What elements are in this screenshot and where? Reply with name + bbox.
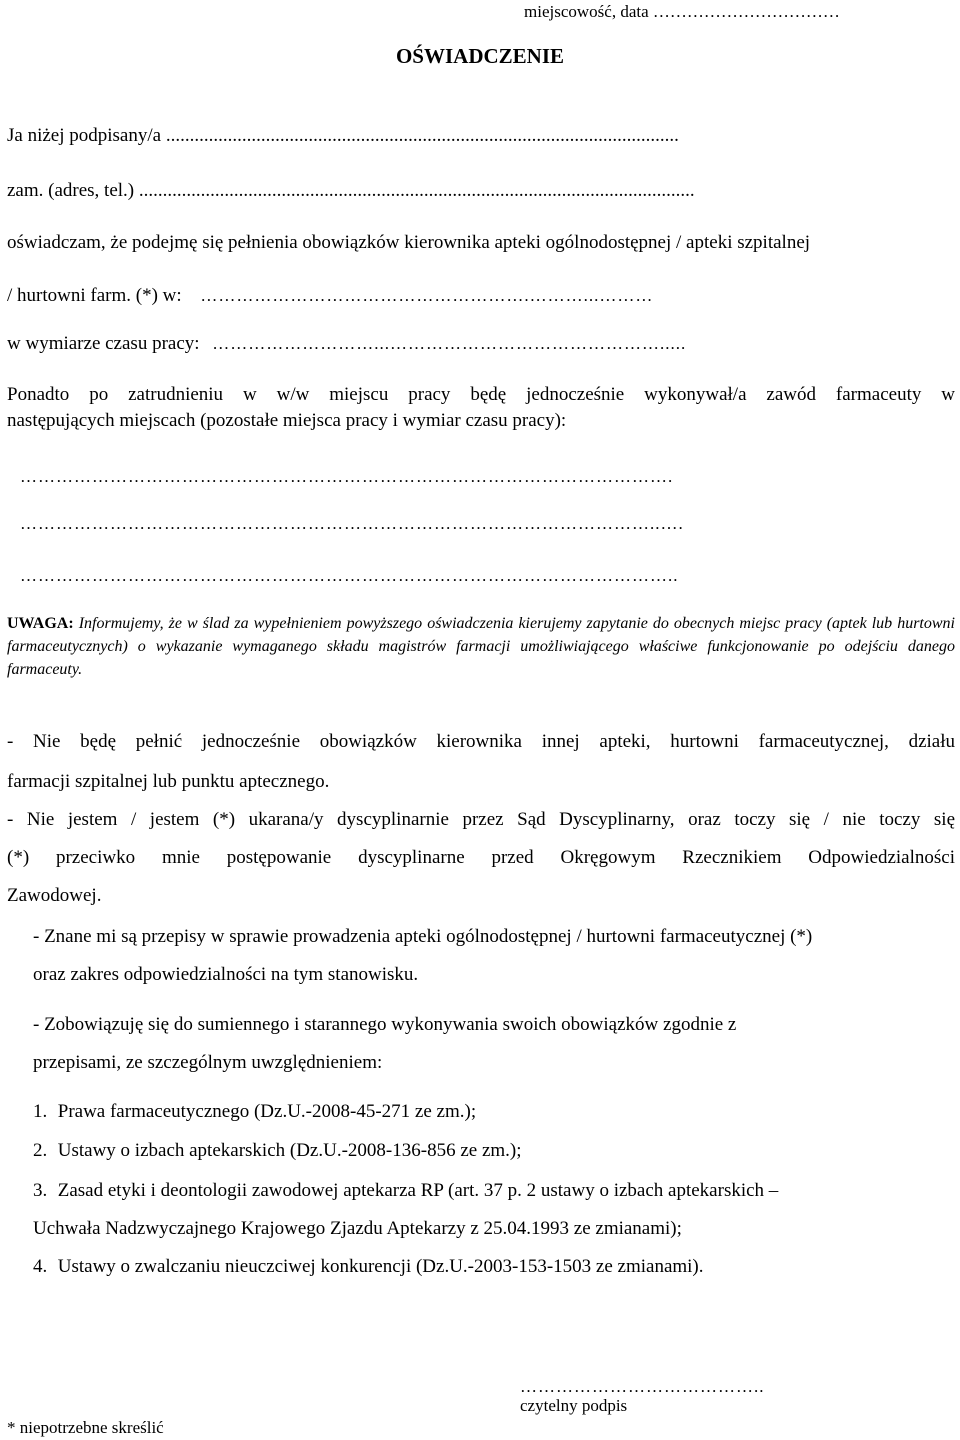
list-item bbox=[33, 1101, 955, 1123]
place-date-field: miejscowość, data …………………………… bbox=[524, 2, 840, 21]
pharmacy-prefix: / hurtowni farm. (*) w: bbox=[7, 285, 182, 306]
statement-3-line-1: - Znane mi są przepisy w sprawie prowadzenia apteki ogólnodostępnej / hurtowni farmaceutycznej (*) bbox=[33, 926, 813, 947]
list-item-number: 3. bbox=[33, 1180, 48, 1201]
worktime-dots: ………………………...………………………………………..... bbox=[212, 334, 687, 353]
page-title: OŚWIADCZENIE bbox=[395, 44, 565, 68]
list-item-text: Zasad etyki i deontologii zawodowej aptekarza RP (art. 37 p. 2 ustawy o izbach aptekarskich – bbox=[57, 1180, 779, 1201]
statement-1-line-2: farmacji szpitalnej lub punktu aptecznego. bbox=[7, 771, 330, 792]
statement-4-line-1: - Zobowiązuję się do sumiennego i starannego wykonywania swoich obowiązków zgodnie z bbox=[33, 1014, 737, 1035]
list-item-number: 2. bbox=[33, 1140, 48, 1161]
worktime-prefix: w wymiarze czasu pracy: bbox=[7, 333, 200, 354]
statement-2-line-1: - Nie jestem / jestem (*) ukarana/y dyscyplinarnie przez Sąd Dyscyplinarny, oraz toczy się / nie toczy się bbox=[7, 809, 955, 830]
additional-places-line-2: następujących miejscach (pozostałe miejsca pracy i wymiar czasu pracy): bbox=[7, 410, 567, 431]
additional-places-line-1: Ponadto po zatrudnieniu w w/w miejscu pracy będę jednocześnie wykonywał/a zawód farmaceuty w bbox=[7, 384, 955, 405]
statement-2-line-2: (*) przeciwko mnie postępowanie dyscyplinarne przed Okręgowym Rzecznikiem Odpowiedzialności bbox=[7, 847, 955, 868]
signer-name-line: Ja niżej podpisany/a ............................................................................................................ bbox=[7, 125, 679, 146]
list-item-number: 1. bbox=[33, 1101, 48, 1122]
statement-4-line-2: przepisami, ze szczególnym uwzględnieniem: bbox=[33, 1052, 383, 1073]
list-item-text: Ustawy o izbach aptekarskich (Dz.U.-2008-136-856 ze zm.); bbox=[57, 1140, 522, 1161]
signature-line: ………………………………….. bbox=[520, 1377, 765, 1396]
list-item-number: 4. bbox=[33, 1256, 48, 1277]
worktime-line bbox=[7, 333, 686, 355]
list-item bbox=[33, 1256, 955, 1278]
blank-line-1: ………………………………………………………………………………………………. bbox=[20, 467, 674, 486]
list-item-text: Ustawy o zwalczaniu nieuczciwej konkurencji (Dz.U.-2003-153-1503 ze zmianami). bbox=[57, 1256, 704, 1277]
notice-label: UWAGA: bbox=[7, 615, 74, 632]
statement-3-line-2: oraz zakres odpowiedzialności na tym stanowisku. bbox=[33, 964, 419, 985]
notice-paragraph bbox=[7, 612, 955, 681]
address-line: zam. (adres, tel.) ..................................................................................................................... bbox=[7, 180, 695, 201]
blank-line-2: ……………………………………………………………………………………………..…. bbox=[20, 514, 684, 533]
notice-text: Informujemy, że w ślad za wypełnieniem powyższego oświadczenia kierujemy zapytanie do obecnych miejsc pracy (aptek lub hurtowni farmaceutycznych) o wykazanie wymaganego składu magistrów farmacji umożliwiającego właściwe funkcjonowanie po odejściu danego farmaceuty. bbox=[7, 615, 955, 678]
statement-2-line-3: Zawodowej. bbox=[7, 885, 102, 906]
statement-1-line-1: - Nie będę pełnić jednocześnie obowiązków kierownika innej apteki, hurtowni farmaceutycznej, działu bbox=[7, 731, 955, 752]
footnote: * niepotrzebne skreślić bbox=[7, 1418, 164, 1437]
pharmacy-line bbox=[7, 285, 653, 307]
blank-line-3: ……………………………………………………………………………………………….. bbox=[20, 566, 679, 585]
pharmacy-dots: ……………………………………………….………...……… bbox=[200, 286, 654, 305]
declaration-line: oświadczam, że podejmę się pełnienia obowiązków kierownika apteki ogólnodostępnej / apteki szpitalnej bbox=[7, 232, 811, 253]
list-item bbox=[33, 1180, 955, 1202]
list-item-text: Prawa farmaceutycznego (Dz.U.-2008-45-271 ze zm.); bbox=[57, 1101, 477, 1122]
list-item bbox=[33, 1140, 955, 1162]
list-item-continuation: Uchwała Nadzwyczajnego Krajowego Zjazdu Aptekarzy z 25.04.1993 ze zmianami); bbox=[33, 1218, 682, 1239]
signature-label: czytelny podpis bbox=[520, 1396, 628, 1415]
